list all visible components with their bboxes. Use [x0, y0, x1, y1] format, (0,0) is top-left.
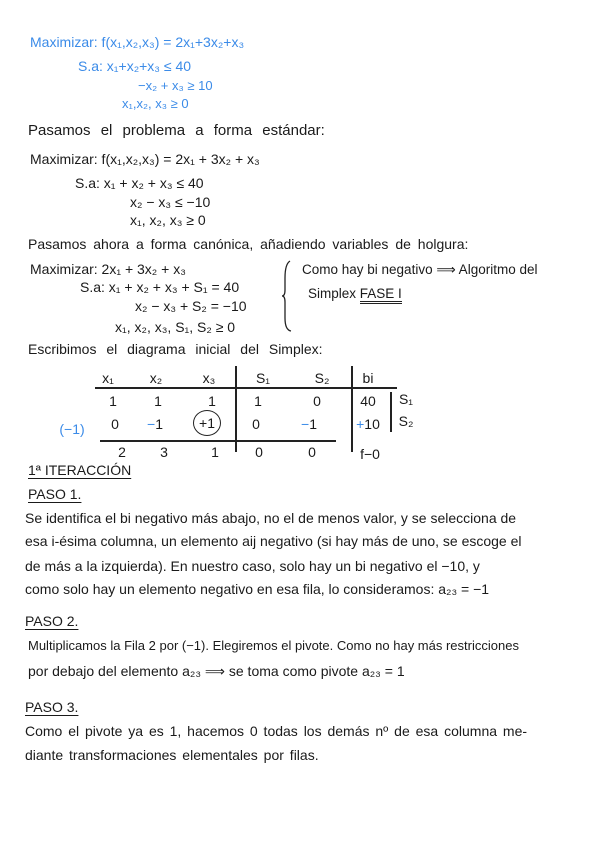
original-objective: Maximizar: f(x₁,x₂,x₃) = 2x₁+3x₂+x₃: [30, 34, 245, 50]
row-label-s2: S₂: [398, 413, 414, 429]
cell: −1: [147, 416, 163, 432]
cell: 1: [154, 393, 162, 409]
paso-1-line: Se identifica el bi negativo más abajo, no el de menos valor, y se selecciona de: [25, 510, 517, 526]
bi-divider: [351, 366, 353, 452]
standard-constraint-3: x₁, x₂, x₃ ≥ 0: [130, 212, 206, 228]
standard-constraint-2: x₂ − x₃ ≤ −10: [130, 194, 211, 210]
paso-2-title: PASO 2.: [25, 613, 79, 629]
original-constraint-1: S.a: x₁+x₂+x₃ ≤ 40: [78, 58, 192, 74]
canonical-objective: Maximizar: 2x₁ + 3x₂ + x₃: [30, 261, 186, 277]
cell: 0: [308, 444, 316, 460]
original-constraint-3: x₁,x₂, x₃ ≥ 0: [122, 96, 189, 111]
iteration-title: 1ª ITERACCIÓN: [28, 462, 132, 478]
cell: 0: [255, 444, 263, 460]
header-s2: S₂: [314, 370, 330, 386]
pivot-cell: +1: [193, 410, 221, 436]
cell: 1: [254, 393, 262, 409]
cell: 0: [111, 416, 119, 432]
paso-1-line: como solo hay un elemento negativo en esa fila, lo consideramos: a₂₃ = −1: [25, 581, 490, 597]
header-x3: x₃: [202, 370, 216, 386]
bottom-divider: [100, 440, 336, 442]
standard-objective: Maximizar: f(x₁,x₂,x₃) = 2x₁ + 3x₂ + x₃: [30, 151, 260, 167]
paso-3-line: Como el pivote ya es 1, hacemos 0 todas los demás nº de esa columna me-: [25, 723, 528, 739]
tableau-intro: Escribimos el diagrama inicial del Simplex:: [28, 341, 323, 357]
header-bi: bi: [362, 370, 374, 386]
paso-2-line: Multiplicamos la Fila 2 por (−1). Elegiremos el pivote. Como no hay más restricciones: [28, 638, 519, 653]
canonical-constraint-1: S.a: x₁ + x₂ + x₃ + S₁ = 40: [80, 279, 240, 295]
header-x1: x₁: [102, 370, 114, 386]
cell: 0: [313, 393, 321, 409]
brace-icon: [282, 260, 292, 332]
header-x2: x₂: [149, 370, 163, 386]
paso-2-line: por debajo del elemento a₂₃ ⟹ se toma como pivote a₂₃ = 1: [28, 663, 405, 679]
cell: 1: [109, 393, 117, 409]
paso-3-line: diante transformaciones elementales por filas.: [25, 747, 319, 763]
cell: 1: [208, 393, 216, 409]
row-multiplier: (−1): [59, 421, 85, 437]
canonical-constraint-2: x₂ − x₃ + S₂ = −10: [135, 298, 247, 314]
note-line-2: [308, 285, 402, 303]
cell: 40: [360, 393, 376, 409]
cell: 3: [160, 444, 168, 460]
standard-constraint-1: S.a: x₁ + x₂ + x₃ ≤ 40: [75, 175, 204, 191]
note-simplex: Simplex: [308, 286, 357, 301]
standard-intro: Pasamos el problema a forma estándar:: [28, 122, 325, 139]
canonical-constraint-3: x₁, x₂, x₃, S₁, S₂ ≥ 0: [115, 319, 236, 335]
row-label-s1: S₁: [398, 391, 414, 407]
canonical-intro: Pasamos ahora a forma canónica, añadiendo variables de holgura:: [28, 236, 469, 252]
cell: f−0: [360, 446, 380, 462]
note-line-1: Como hay bi negativo ⟹ Algoritmo del: [302, 262, 538, 277]
paso-1-title: PASO 1.: [28, 486, 82, 502]
paso-1-line: esa i-ésima columna, un elemento aij negativo (si hay más de uno, se escoge el: [25, 533, 522, 549]
cell: 2: [118, 444, 126, 460]
header-s1: S₁: [255, 370, 271, 386]
cell: −1: [301, 416, 317, 432]
paso-3-title: PASO 3.: [25, 699, 79, 715]
cell: 0: [252, 416, 260, 432]
cell: 1: [211, 444, 219, 460]
cell: +10: [356, 416, 380, 432]
paso-1-line: de más a la izquierda). En nuestro caso, solo hay un bi negativo el −10, y: [25, 558, 480, 574]
note-phase: FASE I: [360, 286, 402, 304]
basis-divider: [390, 392, 392, 432]
original-constraint-2: −x₂ + x₃ ≥ 10: [138, 78, 213, 93]
